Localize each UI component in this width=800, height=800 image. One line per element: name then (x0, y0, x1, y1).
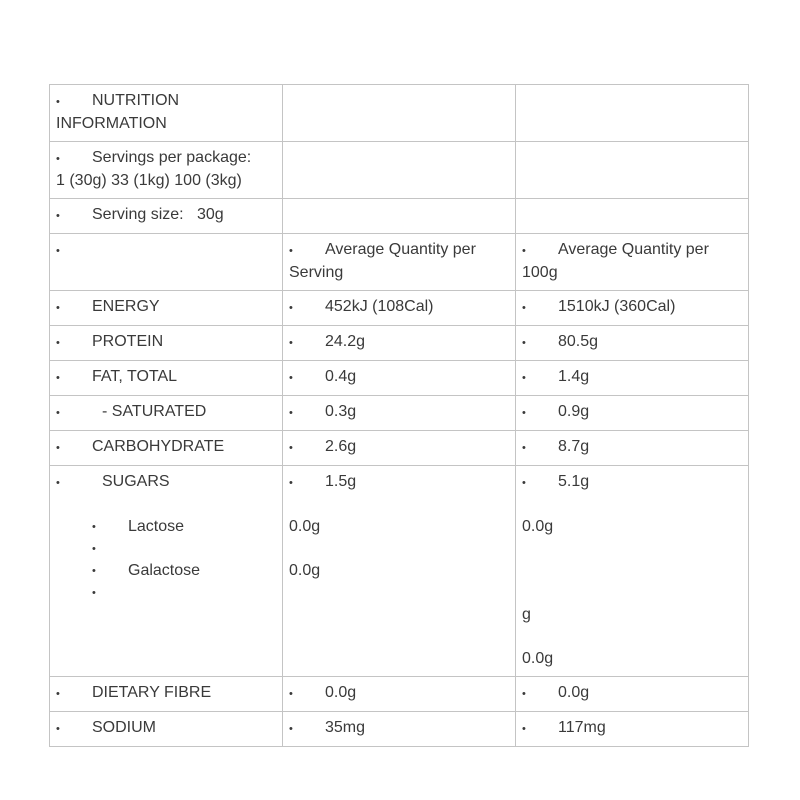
bullet: • (522, 372, 526, 384)
bullet: • (289, 245, 293, 257)
bullet: • (289, 723, 293, 735)
header-per-100g-cell (516, 234, 749, 291)
empty-cell (283, 85, 516, 142)
table-row-title (50, 85, 749, 142)
table-row (50, 712, 749, 747)
galactose-label: Galactose (128, 562, 201, 579)
bullet: • (56, 337, 60, 349)
nutrition-title: NUTRITION INFORMATION (56, 92, 180, 132)
per-serving-value: 0.4g (325, 368, 357, 385)
per-100g-value: 8.7g (558, 438, 590, 455)
bullet: • (289, 688, 293, 700)
servings-cell (50, 142, 283, 199)
title-cell (50, 85, 283, 142)
servings-per-package-value: 1 (30g) 33 (1kg) 100 (3kg) (56, 172, 242, 189)
per-serving-value: 452kJ (108Cal) (325, 298, 434, 315)
bullet: • (289, 407, 293, 419)
bullet: • (522, 302, 526, 314)
bullet: • (56, 477, 60, 489)
table-row-serving-size (50, 199, 749, 234)
nutrient-name: SODIUM (92, 719, 156, 736)
table-row-sugars (50, 466, 749, 677)
bullet: • (56, 407, 60, 419)
bullet: • (56, 245, 60, 257)
per-serving-value: 2.6g (325, 438, 357, 455)
bullet: • (56, 372, 60, 384)
per-100g-value: 0.0g (558, 684, 590, 701)
serving-size-label: Serving size: (92, 206, 184, 223)
nutrient-name: DIETARY FIBRE (92, 684, 212, 701)
per-100g-value: 117mg (558, 719, 606, 736)
sugars-per-serving-cell (283, 466, 516, 677)
table-row (50, 291, 749, 326)
per-serving-value: 0.0g (325, 684, 357, 701)
table-row (50, 677, 749, 712)
bullet: • (92, 543, 96, 555)
table-row-headers (50, 234, 749, 291)
bullet: • (289, 302, 293, 314)
bullet: • (522, 337, 526, 349)
empty-cell (516, 85, 749, 142)
per-100g-value: 80.5g (558, 333, 599, 350)
nutrition-table (49, 84, 749, 747)
sugars-name-cell (50, 466, 283, 677)
nutrient-name: ENERGY (92, 298, 160, 315)
header-per-100g: Average Quantity per 100g (522, 241, 709, 281)
bullet: • (92, 587, 96, 599)
empty-cell (283, 142, 516, 199)
table-row (50, 361, 749, 396)
table-row (50, 396, 749, 431)
bullet: • (92, 565, 96, 577)
per-serving-value: 1.5g (325, 473, 357, 490)
galactose-per-100g: 0.0g (522, 650, 554, 667)
empty-cell (283, 199, 516, 234)
bullet: • (56, 153, 60, 165)
bullet: • (289, 337, 293, 349)
per-100g-value: 0.9g (558, 403, 590, 420)
bullet: • (522, 245, 526, 257)
bullet: • (522, 688, 526, 700)
per-serving-value: 24.2g (325, 333, 366, 350)
nutrient-name: CARBOHYDRATE (92, 438, 225, 455)
bullet: • (522, 723, 526, 735)
galactose-per-serving: 0.0g (289, 562, 321, 579)
sugars-per-100g-cell (516, 466, 749, 677)
bullet: • (289, 442, 293, 454)
servings-per-package-label: Servings per package: (92, 149, 252, 166)
bullet: • (522, 407, 526, 419)
lactose-per-100g: 0.0g (522, 518, 554, 535)
per-100g-value: 5.1g (558, 473, 590, 490)
per-serving-value: 0.3g (325, 403, 357, 420)
bullet: • (522, 442, 526, 454)
table-row (50, 431, 749, 466)
nutrient-name: SUGARS (102, 473, 170, 490)
bullet: • (289, 372, 293, 384)
per-100g-value: 1.4g (558, 368, 590, 385)
bullet: • (289, 477, 293, 489)
empty-cell (516, 199, 749, 234)
nutrient-name: FAT, TOTAL (92, 368, 178, 385)
bullet: • (56, 96, 60, 108)
nutrient-name: - SATURATED (102, 403, 207, 420)
serving-size-value: 30g (196, 206, 224, 223)
bullet: • (56, 723, 60, 735)
header-blank-cell (50, 234, 283, 291)
bullet: • (56, 688, 60, 700)
lactose-per-serving: 0.0g (289, 518, 321, 535)
bullet: • (56, 302, 60, 314)
bullet: • (92, 521, 96, 533)
table-row (50, 326, 749, 361)
serving-size-cell (50, 199, 283, 234)
stray-unit-text: g (522, 606, 531, 623)
per-serving-value: 35mg (325, 719, 366, 736)
empty-cell (516, 142, 749, 199)
lactose-label: Lactose (128, 518, 185, 535)
header-per-serving-cell (283, 234, 516, 291)
per-100g-value: 1510kJ (360Cal) (558, 298, 676, 315)
header-per-serving: Average Quantity per Serving (289, 241, 476, 281)
table-row-servings (50, 142, 749, 199)
bullet: • (522, 477, 526, 489)
nutrient-name: PROTEIN (92, 333, 164, 350)
bullet: • (56, 210, 60, 222)
bullet: • (56, 442, 60, 454)
